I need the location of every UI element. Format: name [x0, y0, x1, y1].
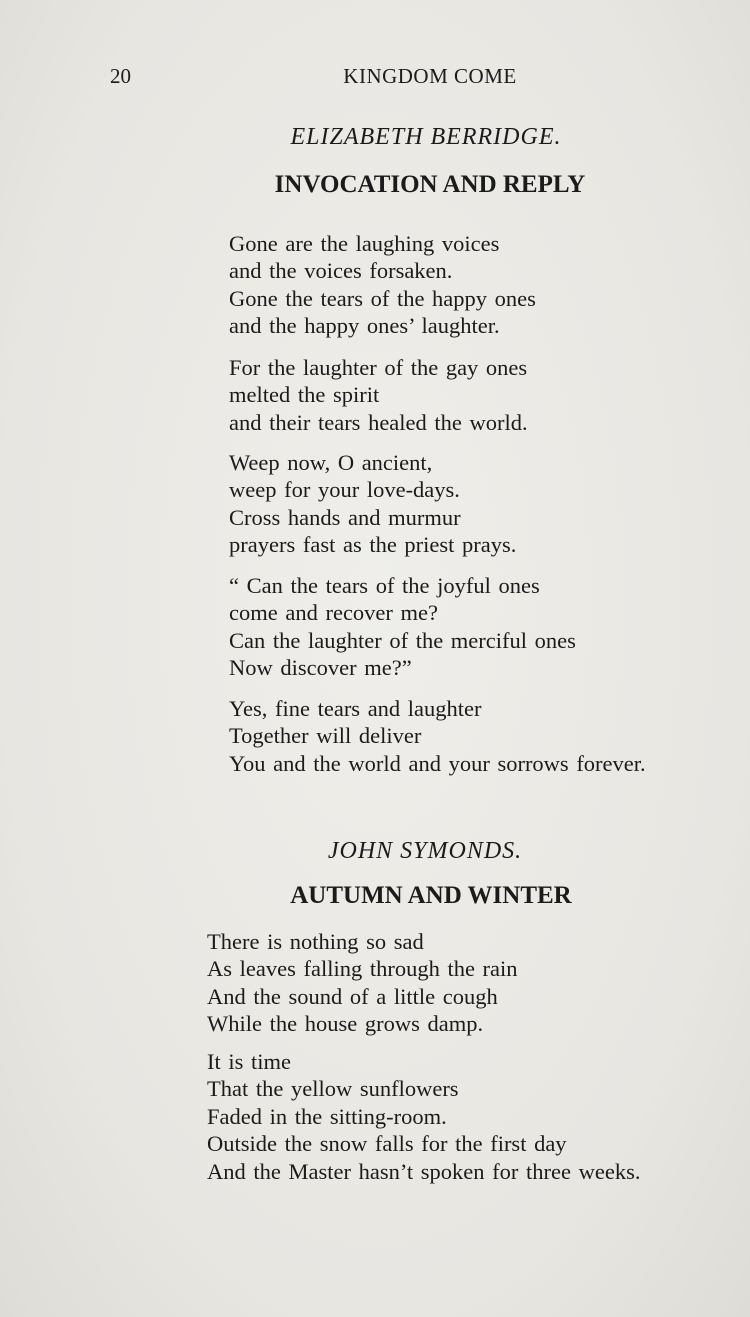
- poem-line: and their tears healed the world.: [229, 409, 528, 435]
- poem-line: There is nothing so sad: [207, 929, 424, 954]
- stanza: [229, 230, 536, 340]
- poem-author: ELIZABETH BERRIDGE.: [290, 124, 562, 150]
- poem-line: Now discover me?”: [229, 655, 412, 681]
- poem-line: come and recover me?: [229, 600, 439, 626]
- poem-author: JOHN SYMONDS.: [327, 838, 523, 864]
- poem-line: It is time: [207, 1049, 291, 1074]
- stanza: [229, 449, 516, 559]
- poem-line: While the house grows damp.: [207, 1011, 484, 1037]
- poem-title: INVOCATION AND REPLY: [274, 171, 586, 198]
- poem-line: As leaves falling through the rain: [207, 956, 518, 982]
- stanza: [229, 695, 646, 777]
- poem-line: Can the laughter of the merciful ones: [229, 627, 576, 653]
- poem-title: AUTUMN AND WINTER: [290, 882, 572, 909]
- poem-line: That the yellow sunflowers: [207, 1076, 459, 1102]
- poem-line: Yes, fine tears and laughter: [229, 696, 482, 721]
- poem-line: Faded in the sitting-room.: [207, 1103, 447, 1129]
- poem-line: prayers fast as the priest prays.: [229, 532, 517, 558]
- stanza: [207, 1048, 640, 1185]
- poem-line: and the happy ones’ laughter.: [229, 313, 500, 339]
- poem-line: And the Master hasn’t spoken for three weeks.: [207, 1158, 641, 1184]
- running-head: KINGDOM COME: [343, 64, 517, 88]
- poem-line: and the voices forsaken.: [229, 258, 453, 284]
- poem-line: And the sound of a little cough: [207, 983, 498, 1009]
- poem-line: Together will deliver: [229, 723, 422, 749]
- poem-line: Cross hands and murmur: [229, 504, 461, 530]
- poem-line: “ Can the tears of the joyful ones: [229, 573, 540, 598]
- poem-line: For the laughter of the gay ones: [229, 355, 528, 380]
- stanza: [229, 354, 528, 436]
- poem-line: Gone are the laughing voices: [229, 231, 500, 256]
- poem-line: weep for your love-days.: [229, 477, 460, 503]
- stanza: [229, 572, 576, 682]
- poem-line: Weep now, O ancient,: [229, 450, 433, 475]
- poem-line: melted the spirit: [229, 382, 380, 408]
- poem-line: Gone the tears of the happy ones: [229, 285, 536, 311]
- poem-line: Outside the snow falls for the first day: [207, 1131, 567, 1157]
- poem-line: You and the world and your sorrows forever.: [229, 750, 646, 776]
- page-number: 20: [110, 64, 131, 88]
- stanza: [207, 928, 518, 1038]
